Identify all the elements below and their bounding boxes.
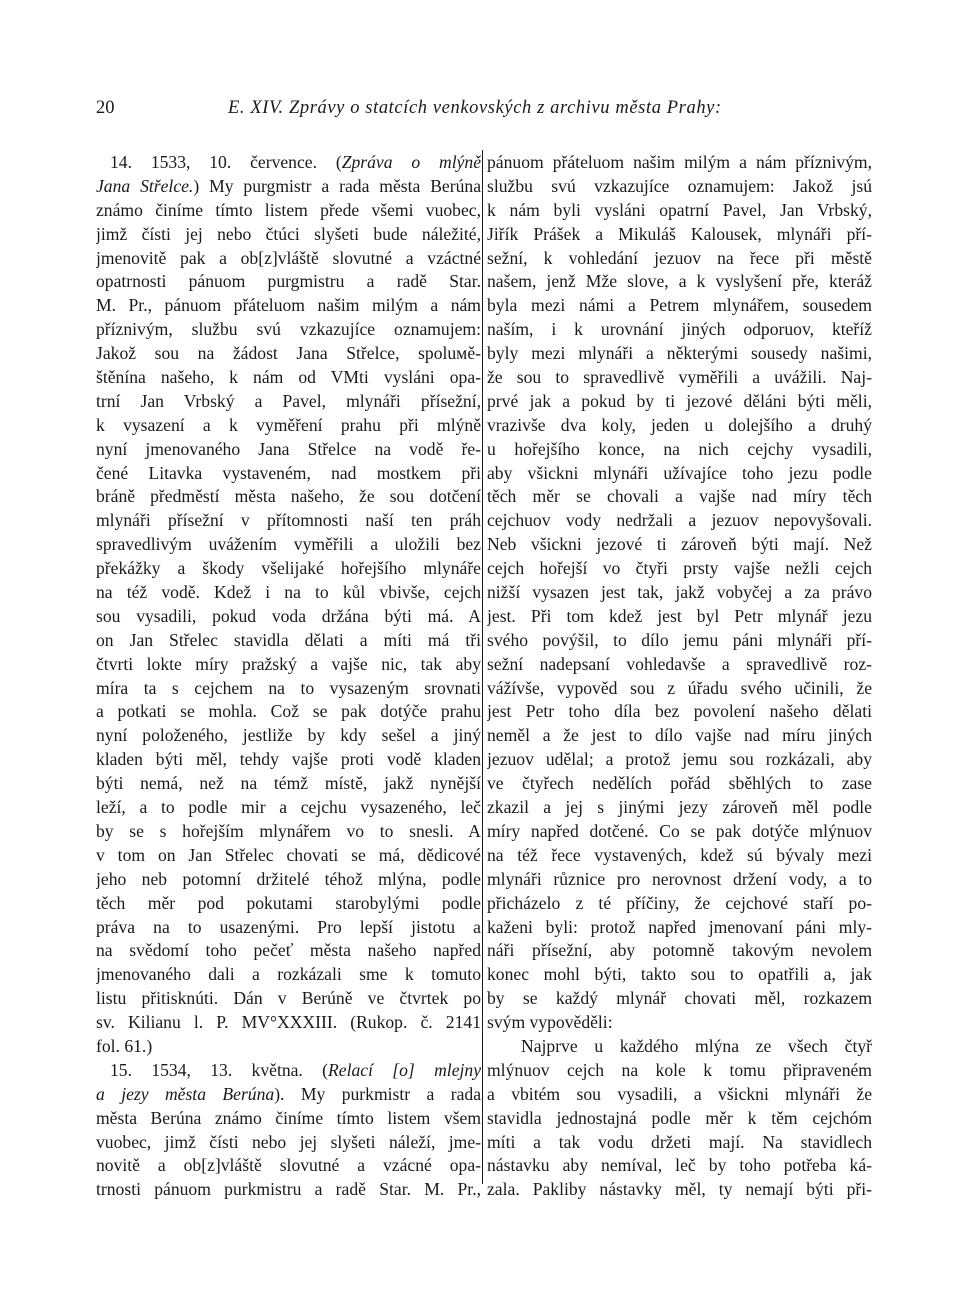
text-line <box>96 151 481 175</box>
text-line: Jiřík Prášek a Mikuláš Kalousek, mlynáři pří- <box>487 223 872 244</box>
text-line: překážky a škody všelijaké hořejšího mlynáře <box>96 558 481 579</box>
right-column <box>487 151 872 1202</box>
text-line: k vysazení a k vyměření prahu při mlýně <box>96 414 481 435</box>
text-line: stavidla jednostajná podle měr k těm cejchóm <box>487 1107 872 1128</box>
text-line: vážívše, vypověd sou z úřadu svého učinili, že <box>487 677 872 698</box>
text-line: novitě a ob[z]vláště slovutné a vzácné opa- <box>96 1155 481 1176</box>
text-line: nyní jmenovaného Jana Střelce na vodě ře- <box>96 438 481 459</box>
text-line: že sou to spravedlivě vyměřili a uvážili. Naj- <box>487 367 872 388</box>
text-line: prvé jak a pokud by ti jezové děláni býti měli, <box>487 390 872 411</box>
text-line: trnosti pánuom purkmistru a radě Star. M. Pr., <box>96 1179 481 1200</box>
text-line: našem, jenž Mže slove, a k vyslyšení pře, kteráž <box>487 271 872 292</box>
text-line: zkazil a jej s jinými jezy zároveň měl podle <box>487 797 872 818</box>
text-line: štěnína našeho, k nám od VMti vysláni opa- <box>96 367 481 388</box>
text-line: jimž čísti jej nebo čtúci slyšeti bude náležité, <box>96 223 481 244</box>
text-line <box>96 1083 481 1107</box>
text-line: neměl a že jest to dílo vajše nad míru jiných <box>487 725 872 746</box>
text-line: náři přísežní, aby potomně takovým nevolem <box>487 940 872 961</box>
text-segment: 14. 1533, 10. července. ( <box>110 152 342 172</box>
text-line <box>96 1059 481 1083</box>
text-line: jest Petr toho díla bez povolení našeho dělati <box>487 701 872 722</box>
text-line: přicházelo z té příčiny, že cejchové staří po- <box>487 892 872 913</box>
text-line: jmenovaného dali a rozkázali sme k tomuto <box>96 964 481 985</box>
text-line: jest. Při tom kdež jest byl Petr mlynář jezu <box>487 605 872 626</box>
text-line: vrazivše dva koly, jeden u dolejšího a druhý <box>487 414 872 435</box>
text-segment: a jezy města Berúna <box>96 1083 275 1104</box>
text-line: k nám byli vysláni opatrní Pavel, Jan Vrbský, <box>487 199 872 220</box>
text-line: byla mezi námi a Petrem mlynářem, sousedem <box>487 295 872 316</box>
text-line: mlynáři různice pro nerovnost držení vody, a to <box>487 868 872 889</box>
text-line: bráně předměstí města našeho, že sou dotčení <box>96 486 481 507</box>
text-line: těch měr pod pokutami starobylými podle <box>96 892 481 913</box>
text-line: listu přitisknúti. Dán v Berúně ve čtvrtek po <box>96 988 481 1009</box>
text-line: aby všickni mlynáři užívajíce toho jezu podle <box>487 462 872 483</box>
text-line: fol. 61.) <box>96 1035 153 1056</box>
text-line: kladen býti měl, tehdy vajše proti vodě kladen <box>96 749 481 770</box>
text-line: mlynáři přísežní v přítomnosti naší ten práh <box>96 510 481 531</box>
text-line: zala. Pakliby nástavky měl, ty nemají býti při- <box>487 1179 872 1200</box>
text-line: by se každý mlynář chovati měl, rozkazem <box>487 988 872 1009</box>
text-line: M. Pr., pánuom přáteluom našim milým a nám <box>96 295 481 316</box>
text-line: jmenovitě pak a ob[z]vláště slovutné a vzáctné <box>96 247 481 268</box>
text-segment: Relací [o] mlejny <box>328 1059 481 1080</box>
text-segment: ) My purgmistr a rada města Berúna <box>193 175 481 196</box>
text-line: svého povýšil, to dílo jemu páni mlynáři pří- <box>487 629 872 650</box>
text-line: Neb všickni jezové ti zároveň býti mají. Než <box>487 534 872 555</box>
text-segment: ). My purkmistr a rada <box>274 1083 481 1104</box>
text-line: sv. Kilianu l. P. MV°XXXIII. (Rukop. č. 2141 <box>96 1012 481 1033</box>
text-line: příznivým, službu svú vzkazujíce oznamujem: <box>96 319 481 340</box>
text-line: naším, i k urovnání jiných odporuov, kteříž <box>487 319 872 340</box>
text-line: ve čtyřech nedělích pořád sběhlých to zase <box>487 773 872 794</box>
text-line <box>96 175 481 199</box>
text-line: Najprve u každého mlýna ze všech čtyř <box>521 1035 872 1056</box>
text-segment: 15. 1534, 13. května. ( <box>110 1059 329 1080</box>
text-line: mlýnuov cejch na kole k tomu připraveném <box>487 1059 872 1080</box>
text-line: nyní položeného, jestliže by kdy sešel a jiný <box>96 725 481 746</box>
text-line: vuobec, jimž čísti nebo jej slyšeti náleží, jme- <box>96 1131 481 1152</box>
text-line: leží, a to podle mir a cejchu vysazeného, leč <box>96 797 481 818</box>
text-line: sežní, k vohledání jezuov na řece při městě <box>487 247 872 268</box>
text-segment: Zpráva o mlýně <box>341 152 481 172</box>
text-line: pánuom přáteluom našim milým a nám příznivým, <box>487 152 872 172</box>
text-line: sou vysadili, pokud voda držána býti má. A <box>96 605 481 626</box>
text-line: opatrnosti pánuom purgmistru a radě Star. <box>96 271 481 292</box>
text-line: míti a tak vodu držeti mají. Na stavidlech <box>487 1131 872 1152</box>
left-column <box>96 151 481 1202</box>
text-line: býti nemá, než na témž místě, jakž nynější <box>96 773 481 794</box>
text-line: a potkati se mohla. Což se pak dotýče prahu <box>96 701 481 722</box>
text-line: míry napřed dotčené. Co se pak dotýče mlýnuov <box>487 820 872 841</box>
text-line: on Jan Střelec stavidla dělati a míti má tři <box>96 629 481 650</box>
text-line: nástavku aby nemíval, leč by toho potřeba ká- <box>487 1155 872 1176</box>
page-number: 20 <box>96 98 115 118</box>
text-line: by se s hořejším mlynářem vo to snesli. A <box>96 820 481 841</box>
text-line: spravedlivým uvážením vyměřili a uložili bez <box>96 534 481 555</box>
text-line: nižší vysazen jest tak, jakž vobyčej a za právo <box>487 582 872 603</box>
text-line: u hořejšího konce, na nich cejchy vysadili, <box>487 438 872 459</box>
text-line: cejchuov vody nedržali a jezuov nepovyšovali. <box>487 510 872 531</box>
text-line: jezuov udělal; a protož jemu sou rozkázali, aby <box>487 749 872 770</box>
text-line: službu svú vzkazujíce oznamujem: Jakož jsú <box>487 175 872 196</box>
text-line: cejch hořejší vo čtyři prsty vajše nežli cejch <box>487 558 872 579</box>
text-line: kaženi byli: protož napřed jmenovaní páni mly- <box>487 916 872 937</box>
text-line: jeho neb potomní držitelé téhož mlýna, podle <box>96 868 481 889</box>
text-line: míra ta s cejchem na to vysazeným srovnati <box>96 677 481 698</box>
text-line: a vbitém sou vysadili, a všickni mlynáři že <box>487 1083 872 1104</box>
text-segment: Jana Střelce. <box>96 175 194 196</box>
text-line: v tom on Jan Střelec chovati se má, dědicové <box>96 844 481 865</box>
text-line: práva na to usazenými. Pro lepší jistotu a <box>96 916 481 937</box>
text-line: svým vypověděli: <box>487 1012 613 1033</box>
text-line: na též řece vystavených, kdež sú bývaly mezi <box>487 844 872 865</box>
page-header <box>96 98 866 128</box>
text-line: čené Litavka vystaveném, nad mostkem při <box>96 462 481 483</box>
column-divider <box>482 150 483 1184</box>
text-line: města Berúna známo činíme tímto listem všem <box>96 1107 481 1128</box>
text-line: na též vodě. Kdež i na to kůl vbivše, cejch <box>96 582 481 603</box>
text-line: známo činíme tímto listem přede všemi vuobec, <box>96 199 481 220</box>
text-line: na svědomí toho pečeť města našeho napřed <box>96 940 481 961</box>
text-line: Jakož sou na žádost Jana Střelce, spoluмě- <box>96 343 481 364</box>
running-title: E. XIV. Zprávy o statcích venkovských z archivu města Prahy: <box>228 98 722 118</box>
text-line: těch měr se chovali a vajše nad míry těch <box>487 486 872 507</box>
text-line: sežní nadepsaní vohledavše a spravedlivě roz- <box>487 653 872 674</box>
text-line: trní Jan Vrbský a Pavel, mlynáři přísežní, <box>96 390 481 411</box>
text-line: konec mohl býti, takto sou to opatřili a, jak <box>487 964 872 985</box>
text-line: čtvrti lokte míry pražský a vajše nic, tak aby <box>96 653 481 674</box>
text-line: byly mezi mlynáři a některými sousedy našimi, <box>487 343 872 364</box>
